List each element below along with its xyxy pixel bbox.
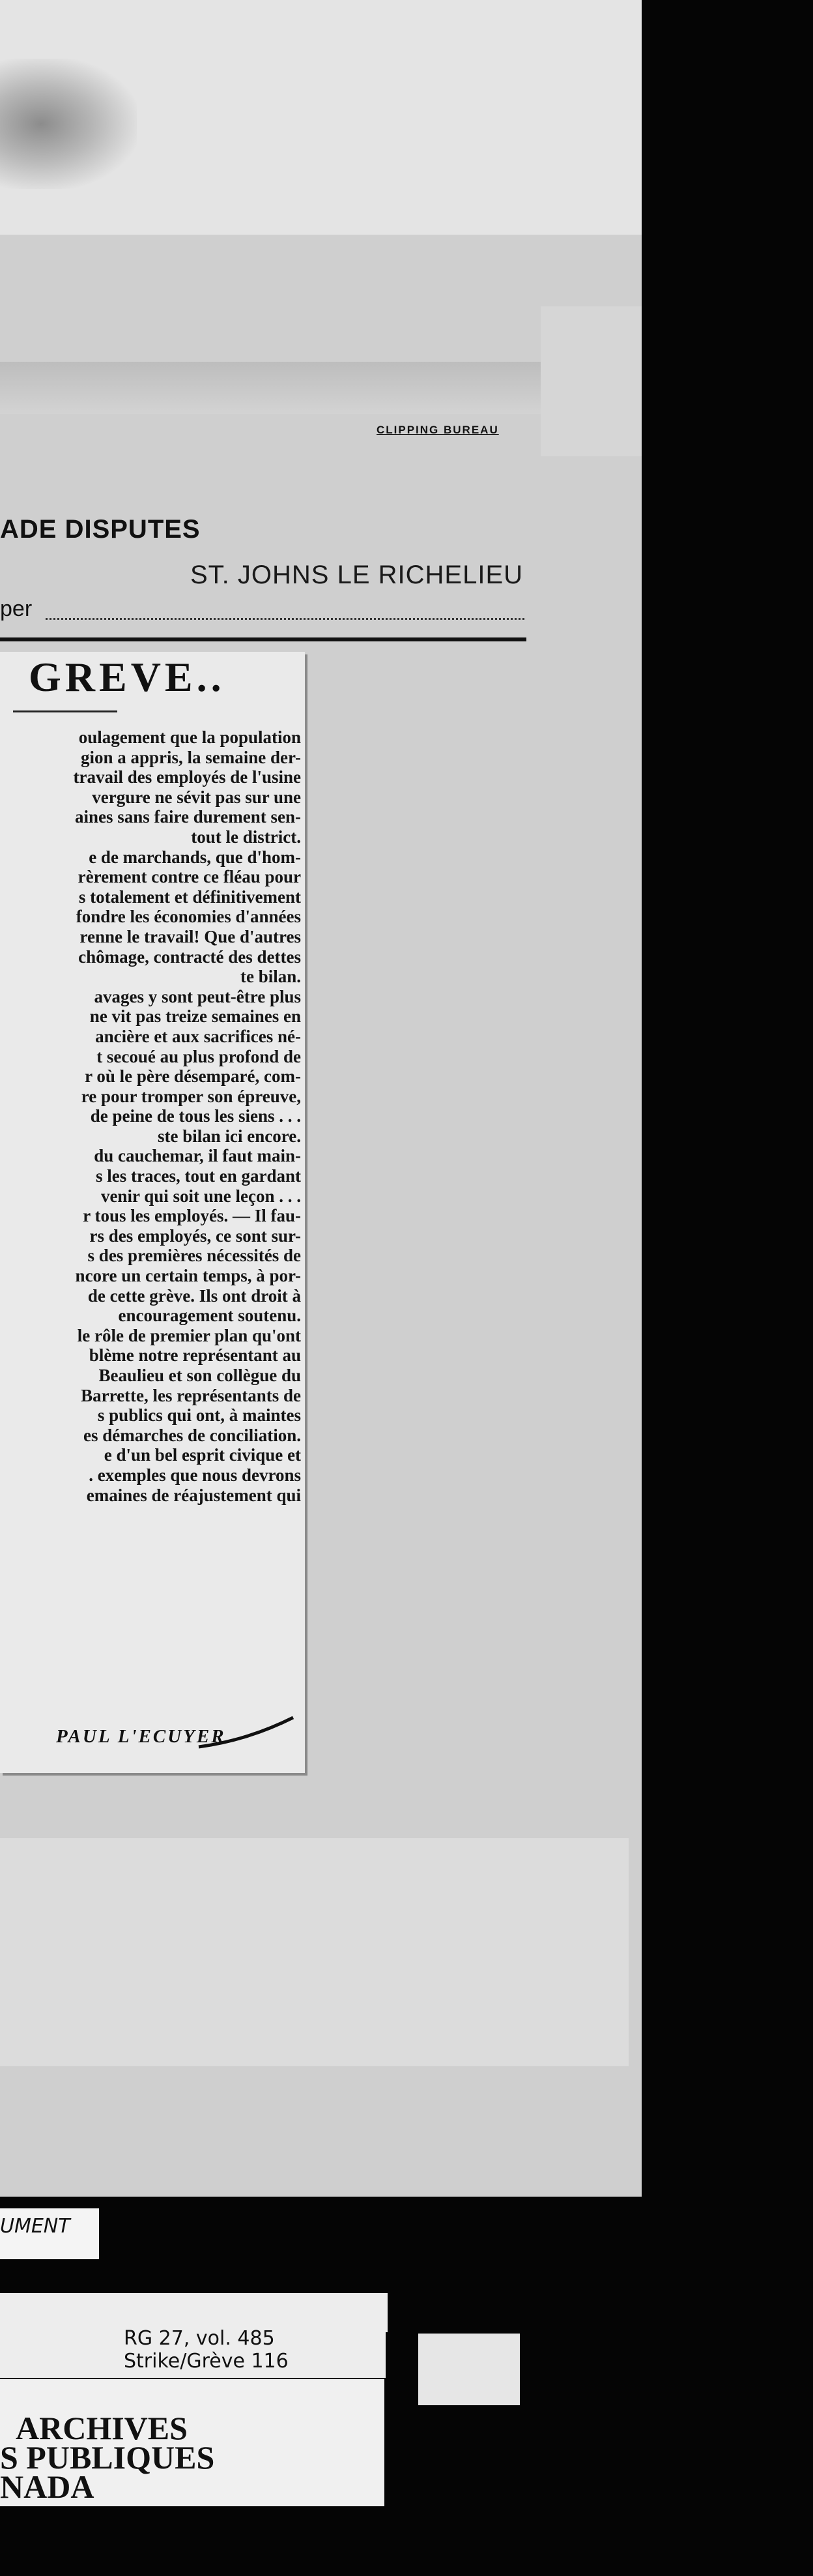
article-line: blème notre représentant au	[89, 1345, 301, 1366]
paper-field-line	[46, 618, 524, 620]
archives-line-1: ARCHIVES	[16, 2410, 188, 2446]
article-line: e de marchands, que d'hom-	[89, 847, 301, 867]
article-line: fondre les économies d'années	[76, 907, 301, 927]
headline-rule	[13, 710, 117, 712]
article-line: tout le district.	[191, 827, 301, 847]
paper-field-label: per	[0, 596, 33, 621]
article-body	[0, 727, 301, 1505]
article-line: de peine de tous les siens . . .	[90, 1106, 301, 1126]
clipping-headline: GREVE..	[29, 654, 225, 700]
article-line: le rôle de premier plan qu'ont	[77, 1325, 301, 1345]
article-line: venir qui soit une leçon . . .	[100, 1186, 301, 1206]
article-line: aines sans faire durement sen-	[74, 807, 301, 827]
reference-strike-number: Strike/Grève 116	[124, 2350, 289, 2373]
article-line: renne le travail! Que d'autres	[79, 926, 301, 946]
article-line: gion a appris, la semaine der-	[80, 747, 301, 767]
article-line: avages y sont peut-être plus	[94, 986, 301, 1006]
article-line: vergure ne sévit pas sur une	[92, 787, 301, 807]
article-line: ste bilan ici encore.	[158, 1126, 301, 1146]
article-line: s les traces, tout en gardant	[96, 1166, 301, 1186]
handwritten-slip-text: UMENT	[0, 2215, 70, 2238]
article-line: rs des employés, ce sont sur-	[89, 1225, 301, 1246]
article-line: encouragement soutenu.	[118, 1306, 301, 1326]
article-line: ne vit pas treize semaines en	[89, 1006, 301, 1027]
paper-smudge	[0, 59, 137, 189]
article-line: r où le père désemparé, com-	[85, 1066, 301, 1087]
header-rule	[0, 637, 526, 641]
article-line: Beaulieu et son collègue du	[98, 1366, 301, 1385]
article-line: ncore un certain temps, à por-	[75, 1266, 301, 1286]
archives-line-3: NADA	[0, 2468, 94, 2505]
article-line: . exemples que nous devrons	[89, 1465, 301, 1485]
article-signature: PAUL L'ECUYER	[56, 1726, 226, 1747]
article-line: s publics qui ont, à maintes	[97, 1405, 301, 1426]
article-line: rèrement contre ce fléau pour	[78, 867, 301, 887]
reference-volume: RG 27, vol. 485	[124, 2327, 275, 2350]
article-line: e d'un bel esprit civique et	[104, 1445, 301, 1465]
article-line: Barrette, les représentants de	[81, 1385, 301, 1405]
location-label: ST. JOHNS LE RICHELIEU	[190, 561, 524, 589]
article-line: re pour tromper son épreuve,	[81, 1086, 301, 1106]
article-line: s totalement et définitivement	[78, 886, 301, 907]
article-line: de cette grève. Ils ont droit à	[87, 1285, 301, 1306]
article-line: chômage, contracté des dettes	[78, 946, 301, 967]
article-line: ancière et aux sacrifices né-	[95, 1026, 301, 1046]
article-line: travail des employés de l'usine	[73, 767, 301, 787]
article-line: t secoué au plus profond de	[96, 1046, 301, 1066]
reference-card-extension	[418, 2334, 520, 2405]
article-line: oulagement que la population	[78, 727, 301, 747]
article-line: r tous les employés. — Il fau-	[83, 1206, 301, 1226]
article-line: s des premières nécessités de	[87, 1246, 301, 1266]
category-heading: ADE DISPUTES	[0, 515, 201, 544]
article-line: du cauchemar, il faut main-	[94, 1146, 301, 1166]
article-line: te bilan.	[240, 967, 301, 987]
lower-sheet	[0, 1838, 629, 2066]
signature-stroke	[195, 1714, 300, 1753]
article-line: es démarches de conciliation.	[83, 1425, 301, 1445]
paper-tab	[541, 306, 642, 456]
clipping-bureau-label: CLIPPING BUREAU	[377, 424, 499, 436]
archives-line-2: S PUBLIQUES	[0, 2439, 215, 2476]
reference-card-gap	[386, 2332, 418, 2409]
article-line: emaines de réajustement qui	[86, 1485, 301, 1505]
